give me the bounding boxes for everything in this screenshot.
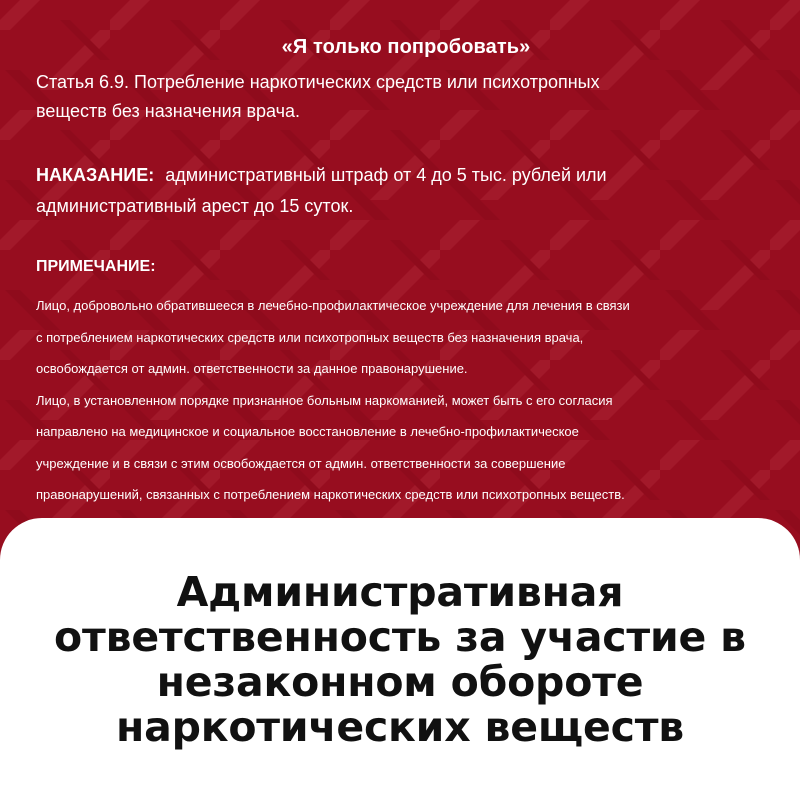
article-text xyxy=(36,68,766,126)
article-line: Статья 6.9. Потребление наркотических средств или психотропных xyxy=(36,72,600,92)
title-line: незаконном обороте xyxy=(156,658,644,706)
main-title xyxy=(20,570,780,750)
penalty-block xyxy=(36,160,766,222)
note-label: ПРИМЕЧАНИЕ: xyxy=(36,258,156,275)
section-heading: «Я только попробовать» xyxy=(281,36,531,58)
note-line: Лицо, добровольно обратившееся в лечебно-профилактическое учреждение для лечения в связи xyxy=(36,298,630,313)
title-line: Административная xyxy=(176,568,624,616)
article-line: веществ без назначения врача. xyxy=(36,101,301,121)
title-line: ответственность за участие в xyxy=(54,613,746,661)
title-line: наркотических веществ xyxy=(115,703,685,751)
penalty-text: административный штраф от 4 до 5 тыс. рублей или xyxy=(165,165,607,185)
penalty-line: административный арест до 15 суток. xyxy=(36,196,354,216)
note-text xyxy=(36,290,771,511)
note-line: Лицо, в установленном порядке признанное больным наркоманией, может быть с его согласия xyxy=(36,392,613,408)
note-line: правонарушений, связанных с потреблением наркотических средств или психотропных веществ. xyxy=(36,487,625,502)
note-line: освобождается от админ. ответственности за данное правонарушение. xyxy=(36,361,468,376)
note-line: учреждение и в связи с этим освобождается от админ. ответственности за совершение xyxy=(36,455,566,471)
penalty-line xyxy=(36,160,766,191)
note-line: с потреблением наркотических средств или психотропных веществ без назначения врача, xyxy=(36,329,584,345)
penalty-label: НАКАЗАНИЕ: xyxy=(36,165,155,185)
note-line: направлено на медицинское и социальное восстановление в лечебно-профилактическое xyxy=(36,424,579,439)
